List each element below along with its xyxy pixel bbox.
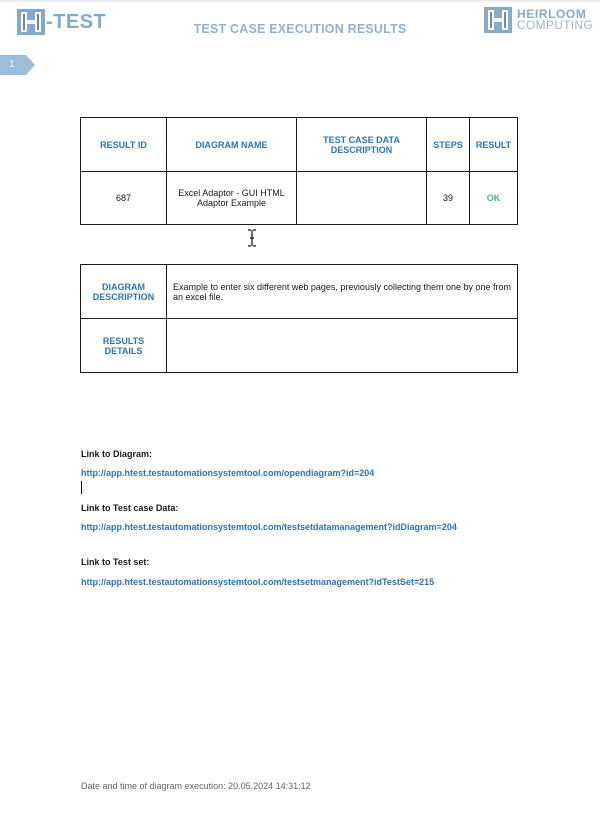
result-table [80,117,518,225]
page-number: 1 [9,59,15,70]
description-table [80,264,518,373]
diagram-description-label: DIAGRAM DESCRIPTION [81,265,167,319]
page-number-tag [0,55,35,75]
link-diagram-label: Link to Diagram: [81,449,153,459]
page-title: TEST CASE EXECUTION RESULTS [193,22,407,36]
link-test-set-url[interactable]: http://app.htest.testautomationsystemtool.com/testsetmanagement?idTestSet=215 [81,577,435,587]
link-test-set-label: Link to Test set: [81,557,150,567]
text-caret [81,481,82,494]
heirloom-logo-line1: HEIRLOOM [517,7,587,21]
col-header-result: RESULT [470,118,518,172]
diagram-description-value: Example to enter six different web pages, previously collecting them one by one from an excel file. [167,265,518,319]
execution-timestamp: Date and time of diagram execution: 20.05.2024 14:31:12 [81,781,311,791]
result-table-header-row [81,118,518,172]
diagram-description-row [81,265,518,319]
cell-steps: 39 [427,172,470,225]
heirloom-logo-line2: COMPUTING [517,18,594,32]
page-tag-arrow-icon [0,55,35,75]
col-header-result-id: RESULT ID [81,118,167,172]
heirloom-logo-icon [484,7,512,33]
htest-logo-text: -TEST [46,11,107,33]
heirloom-logo [484,7,593,33]
results-details-label: RESULTS DETAILS [81,319,167,373]
col-header-diagram-name: DIAGRAM NAME [167,118,297,172]
cell-result-id: 687 [81,172,167,225]
col-header-test-case-data: TEST CASE DATA DESCRIPTION [297,118,427,172]
ibeam-cursor-icon [246,229,258,247]
cell-diagram-name: Excel Adaptor - GUI HTML Adaptor Example [167,172,297,225]
link-test-case-data-label: Link to Test case Data: [81,503,179,513]
results-details-value [167,319,518,373]
link-diagram-url[interactable]: http://app.htest.testautomationsystemtool.com/opendiagram?id=204 [81,468,375,478]
cell-result-status: OK [470,172,518,225]
top-shadow [0,0,600,3]
cell-test-case-data [297,172,427,225]
table-row [81,172,518,225]
col-header-steps: STEPS [427,118,470,172]
results-details-row [81,319,518,373]
link-test-case-data-url[interactable]: http://app.htest.testautomationsystemtool.com/testsetdatamanagement?idDiagram=204 [81,522,457,532]
